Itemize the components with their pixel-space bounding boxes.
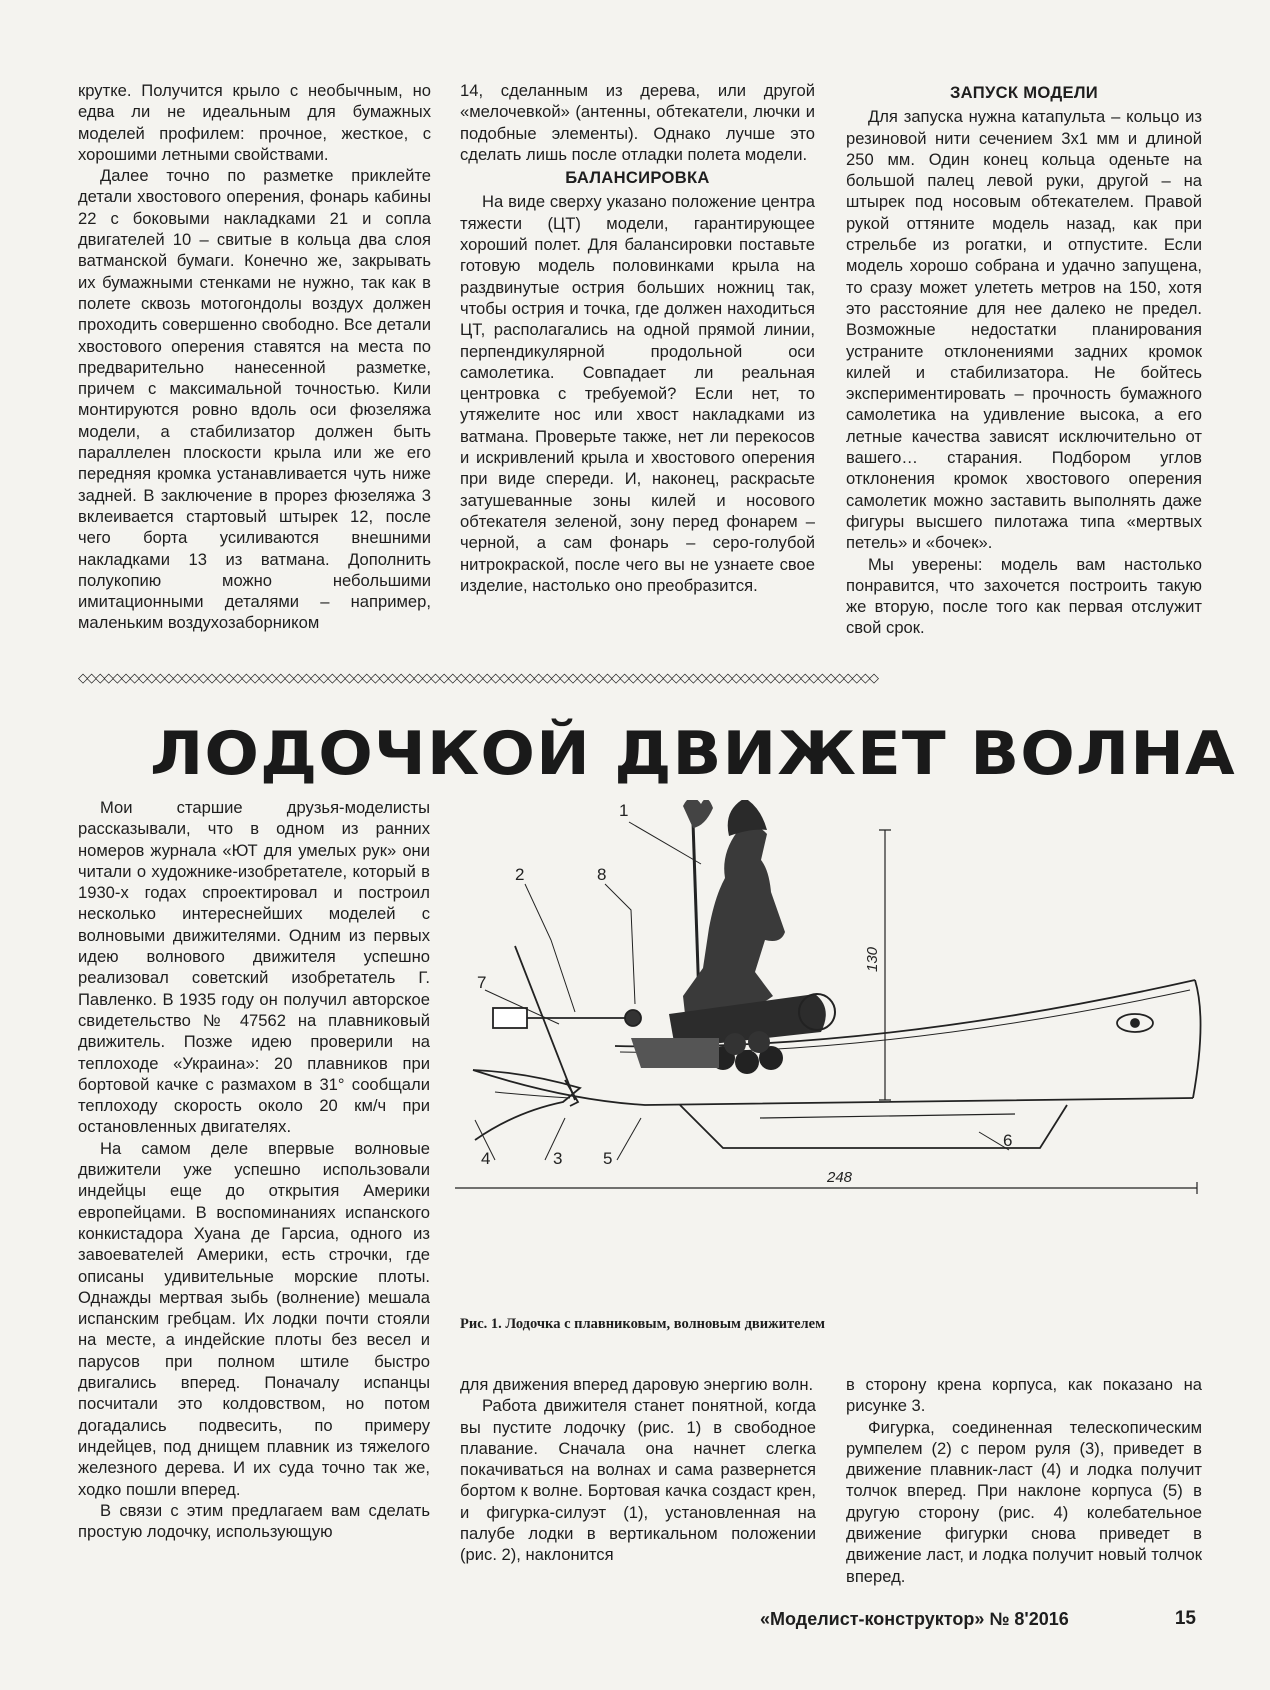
paragraph: Далее точно по разметке приклейте детали хвостового оперения, фонарь кабины 22 с боковыми накладками 21 и сопла двигателей 10 – свитые в кольца два слоя ватманской бумаги. Конечно же, закрывать их бумажными стенками не нужно, так как в полете сквозь мотогондолы воздух должен проходить совершенно свободно. Все детали хвостового оперения ставятся на места по предварительно нанесенной разметке, причем с максимальной точностью. Кили монтируются ровно вдоль оси фюзеляжа модели, а стабилизатор должен быть параллелен плоскости крыла или же его передняя кромка устанавливается чуть ниже задней. В заключение в прорез фюзеляжа 3 вклеивается стартовый штырек 12, после чего борта усиливаются внешними накладками 13 из ватмана. Дополнить полукопию можно небольшими имитационными деталями – например, маленьким воздухозаборником bbox=[78, 166, 431, 633]
callout-label-5: 5 bbox=[603, 1149, 613, 1168]
callout-label-6: 6 bbox=[1003, 1131, 1013, 1150]
paragraph: Мои старшие друзья-моделисты рассказывали, что в одном из ранних номеров журнала «ЮТ для умелых рук» они читали о художнике-изобретателе, который в 1930-х годах спроектировал и построил несколько интереснейших моделей с волновыми движителями. Одним из первых идею волнового движителя успешно реализовал советский изобретатель Г. Павленко. В 1935 году он получил авторское свидетельство № 47562 на плавниковый движитель. Позже идею проверили на теплоходе «Украина»: 20 плавников при бортовой качке с размахом в 31° сообщали теплоходу скорость около 20 км/ч при остановленных двигателях. bbox=[78, 798, 430, 1137]
column-5 bbox=[460, 1374, 816, 1566]
paragraph: Мы уверены: модель вам настолько понравится, что захочется построить такую же вторую, после того как первая отслужит свой срок. bbox=[846, 554, 1202, 638]
paragraph: На виде сверху указано положение центра тяжести (ЦТ) модели, гарантирующее хороший полет. Для балансировки поставьте готовую модель половинками крыла на раздвинутые острия больших ножниц так, чтобы острия и точка, где должен находиться ЦТ, располагались на одной прямой линии, перпендикулярной продольной оси самолетика. Совпадает ли реальная центровка с требуемой? Если нет, то утяжелите нос или хвост накладками из ватмана. Проверьте также, нет ли перекосов и искривлений крыла и хвостового оперения при виде спереди. И, наконец, раскрасьте затушеванные зоны килей и носового обтекателя зеленой, зону перед фонарем – черной, а сам фонарь – серо-голубой нитрокраской, после чего вы не узнаете свое изделие, настолько оно преобразится. bbox=[460, 192, 815, 595]
boat-bow bbox=[1193, 980, 1201, 1098]
fin-flipper bbox=[473, 1070, 580, 1140]
torch-pole bbox=[693, 822, 699, 1000]
column-3 bbox=[846, 80, 1202, 639]
column-6 bbox=[846, 1374, 1202, 1587]
cannon-ball bbox=[748, 1031, 770, 1053]
article-headline: ЛОДОЧКОЙ ДВИЖЕТ ВОЛНА bbox=[150, 719, 1236, 789]
paragraph: в сторону крена корпуса, как показано на рисунке 3. bbox=[846, 1375, 1202, 1416]
callout-label-1: 1 bbox=[619, 801, 629, 820]
figurine-base bbox=[631, 1038, 719, 1068]
column-4 bbox=[78, 797, 430, 1542]
paragraph: 14, сделанным из дерева, или другой «мелочевкой» (антенны, обтекатели, лючки и подобные элементы). Однако лучше это сделать лишь после отладки полета модели. bbox=[460, 81, 815, 164]
section-heading-launch: ЗАПУСК МОДЕЛИ bbox=[949, 83, 1098, 102]
callout-label-8: 8 bbox=[597, 865, 607, 884]
paragraph: В связи с этим предлагаем вам сделать простую лодочку, использующую bbox=[78, 1500, 430, 1542]
paragraph: Для запуска нужна катапульта – кольцо из резиновой нити сечением 3х1 мм и длиной 250 мм. Один конец кольца оденьте на большой палец левой руки, другой – на штырек под носовым обтекателем. Правой рукой оттяните модель назад, как при стрельбе из рогатки, и отпустите. Если модель хорошо собрана и удачно запущена, то сразу может улететь метров на 150, хотя это расстояние для нее далеко не предел. Возможные недостатки планирования устраните отклонениями задних кромок килей и стабилизатора. Не бойтесь экспериментировать – прочность бумажного самолетика на удивление высока, а его летные качества зависят исключительно от вашего… старания. Подбором углов отклонения кромок хвостового оперения самолетик можно заставить выполнять даже фигуры высшего пилотажа типа «мертвых петель» и «бочек». bbox=[846, 107, 1202, 553]
figure-caption: Рис. 1. Лодочка с плавниковым, волновым движителем bbox=[460, 1316, 825, 1332]
paragraph: Фигурка, соединенная телескопическим румпелем (2) с пером руля (3), приведет в движение плавник-ласт (4) и лодка получит толчок вперед. При наклоне корпуса (5) в другую сторону (рис. 4) колебательное движение фигурки снова приведет в движение ласт, и лодка получит новый толчок вперед. bbox=[846, 1417, 1203, 1586]
callout-label-2: 2 bbox=[515, 865, 525, 884]
column-1 bbox=[78, 80, 431, 634]
callout-label-7: 7 bbox=[477, 973, 487, 992]
column-2 bbox=[460, 80, 815, 596]
page-footer bbox=[760, 1606, 1200, 1632]
boat-figure bbox=[455, 800, 1215, 1310]
page-number: 15 bbox=[1174, 1608, 1196, 1629]
cannon-ball bbox=[724, 1033, 746, 1055]
section-heading-balancing: БАЛАНСИРОВКА bbox=[565, 168, 710, 188]
paragraph: На самом деле впервые волновые движители уже успешно использовали индейцы еще до открытия Америки европейцами. В воспоминаниях испанского конкистадора Хуана де Гарсиа, одного из завоевателей Америки, есть строчки, где описаны удивительные морские плоты. Однажды мертвая зыбь (волнение) мешала испанским гребцам. Их лодки почти стояли на месте, а индейские плоты без весел и парусов при полном штиле быстро двигались вперед. Поначалу испанцы посчитали это колдовством, но потом догадались подвесить, по примеру индейцев, под днищем плавник из тяжелого железного дерева. И их суда точно так же, ходко пошли вперед. bbox=[78, 1138, 430, 1499]
dimension-length-label: 248 bbox=[827, 1169, 853, 1186]
paragraph: крутке. Получится крыло с необычным, но едва ли не идеальным для бумажных моделей профилем: прочное, жесткое, с хорошими летными свойствами. bbox=[78, 81, 431, 164]
paragraph: для движения вперед даровую энергию волн. bbox=[460, 1375, 814, 1394]
torch-flame bbox=[683, 800, 713, 828]
magazine-issue: «Моделист-конструктор» № 8'2016 bbox=[760, 1609, 1069, 1629]
dimension-height-label: 130 bbox=[864, 946, 881, 972]
diamond-divider: ◇◇◇◇◇◇◇◇◇◇◇◇◇◇◇◇◇◇◇◇◇◇◇◇◇◇◇◇◇◇◇◇◇◇◇◇◇◇◇◇◇◇◇◇◇◇◇◇◇◇◇◇◇◇◇◇◇◇◇◇◇◇◇◇◇◇◇◇◇◇◇◇◇◇◇◇◇◇◇◇◇◇◇◇◇◇◇◇◇◇◇◇◇ bbox=[78, 672, 878, 686]
tiller-weight bbox=[493, 1008, 527, 1028]
paragraph: Работа движителя станет понятной, когда вы пустите лодочку (рис. 1) в свободное плавание. Сначала она начнет слегка покачиваться на волнах и сама развернется бортом к волне. Бортовая качка создаст крен, и фигурка-силуэт (1), установленная на палубе лодки в вертикальном положении (рис. 2), наклонится bbox=[460, 1396, 816, 1565]
callout-label-4: 4 bbox=[481, 1149, 491, 1168]
callout-label-3: 3 bbox=[553, 1149, 563, 1168]
